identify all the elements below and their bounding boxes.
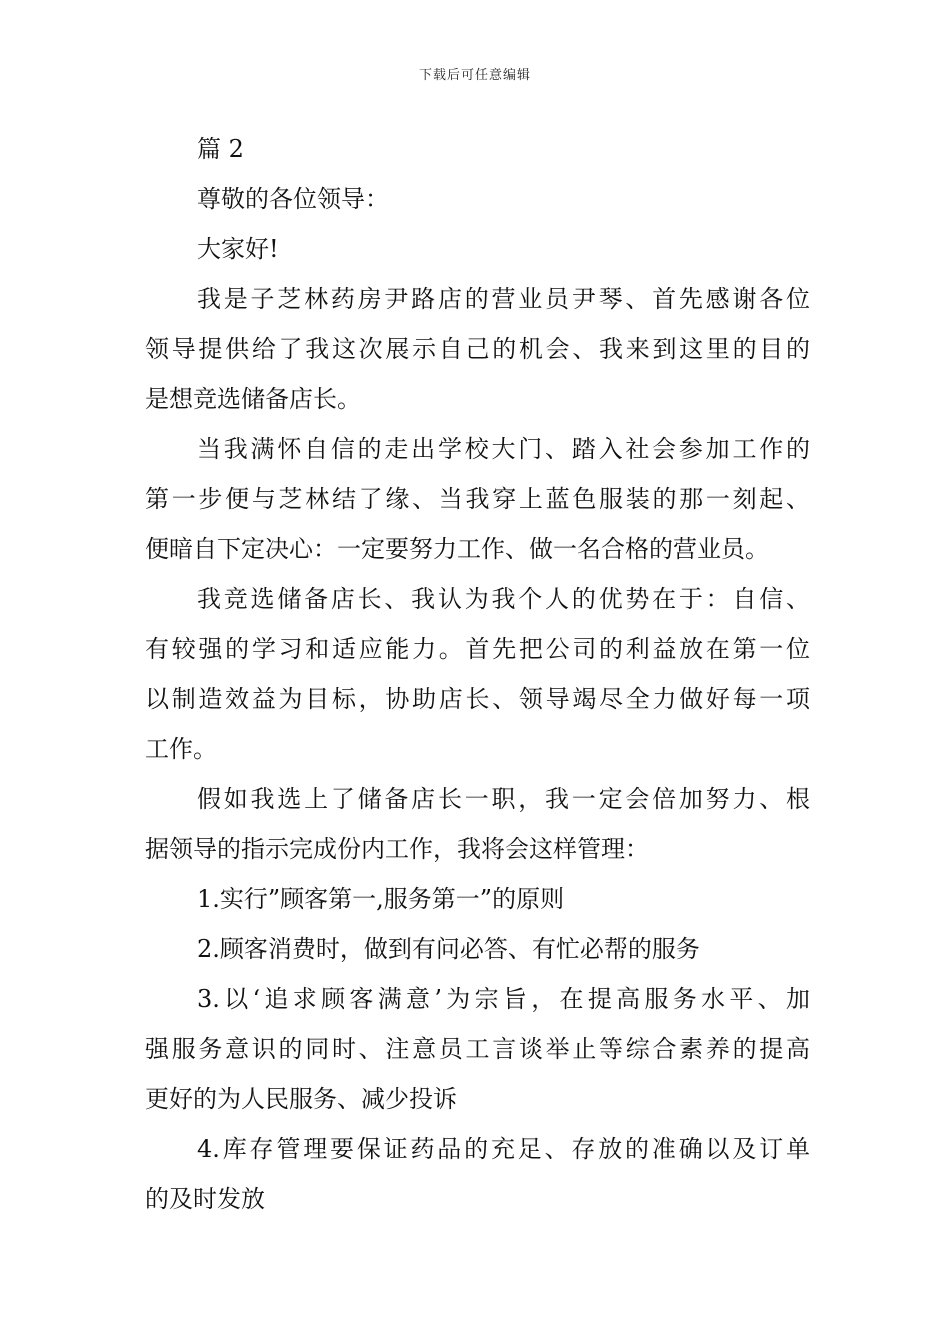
- paragraph: [145, 774, 810, 874]
- section-title: 篇 2: [197, 135, 244, 163]
- paragraph-line: 2.顾客消费时，做到有问必答、有忙必帮的服务: [197, 935, 700, 963]
- list-item: [145, 1124, 810, 1224]
- paragraph-line: 便暗自下定决心：一定要努力工作、做一名合格的营业员。: [145, 535, 769, 563]
- paragraph: [145, 274, 810, 424]
- paragraph-line: 据领导的指示完成份内工作，我将会这样管理：: [145, 835, 649, 863]
- page-header-note: 下载后可任意编辑: [418, 68, 531, 83]
- paragraph-line: 1.实行”顾客第一,服务第一”的原则: [197, 885, 565, 913]
- paragraph-line: 有较强的学习和适应能力。首先把公司的利益放在第一位: [145, 635, 810, 663]
- paragraph-line: 以制造效益为目标，协助店长、领导竭尽全力做好每一项: [145, 685, 810, 713]
- list-item: [145, 924, 810, 974]
- paragraph-line: 我竞选储备店长、我认为我个人的优势在于：自信、: [197, 585, 810, 613]
- paragraph-line: 第一步便与芝林结了缘、当我穿上蓝色服装的那一刻起、: [145, 485, 810, 513]
- paragraph-line: 工作。: [145, 735, 217, 763]
- greeting: 大家好!: [197, 235, 279, 263]
- paragraph-line: 4.库存管理要保证药品的充足、存放的准确以及订单: [197, 1135, 810, 1163]
- list-item: [145, 874, 810, 924]
- paragraph-line: 更好的为人民服务、减少投诉: [145, 1085, 457, 1113]
- paragraph-line: 是想竞选储备店长。: [145, 385, 361, 413]
- paragraph: [145, 424, 810, 574]
- paragraph-line: 假如我选上了储备店长一职，我一定会倍加努力、根: [197, 785, 810, 813]
- paragraph-line: 当我满怀自信的走出学校大门、踏入社会参加工作的: [197, 435, 810, 463]
- paragraph-line: 强服务意识的同时、注意员工言谈举止等综合素养的提高: [145, 1035, 810, 1063]
- paragraph-line: 我是子芝林药房尹路店的营业员尹琴、首先感谢各位: [197, 285, 810, 313]
- salutation: 尊敬的各位领导：: [197, 185, 389, 213]
- list-item: [145, 974, 810, 1124]
- document-body: [145, 124, 810, 1224]
- paragraph: [145, 574, 810, 774]
- paragraph-line: 的及时发放: [145, 1185, 265, 1213]
- paragraph-line: 3.以‘追求顾客满意’为宗旨，在提高服务水平、加: [197, 985, 810, 1013]
- paragraph-line: 领导提供给了我这次展示自己的机会、我来到这里的目的: [145, 335, 810, 363]
